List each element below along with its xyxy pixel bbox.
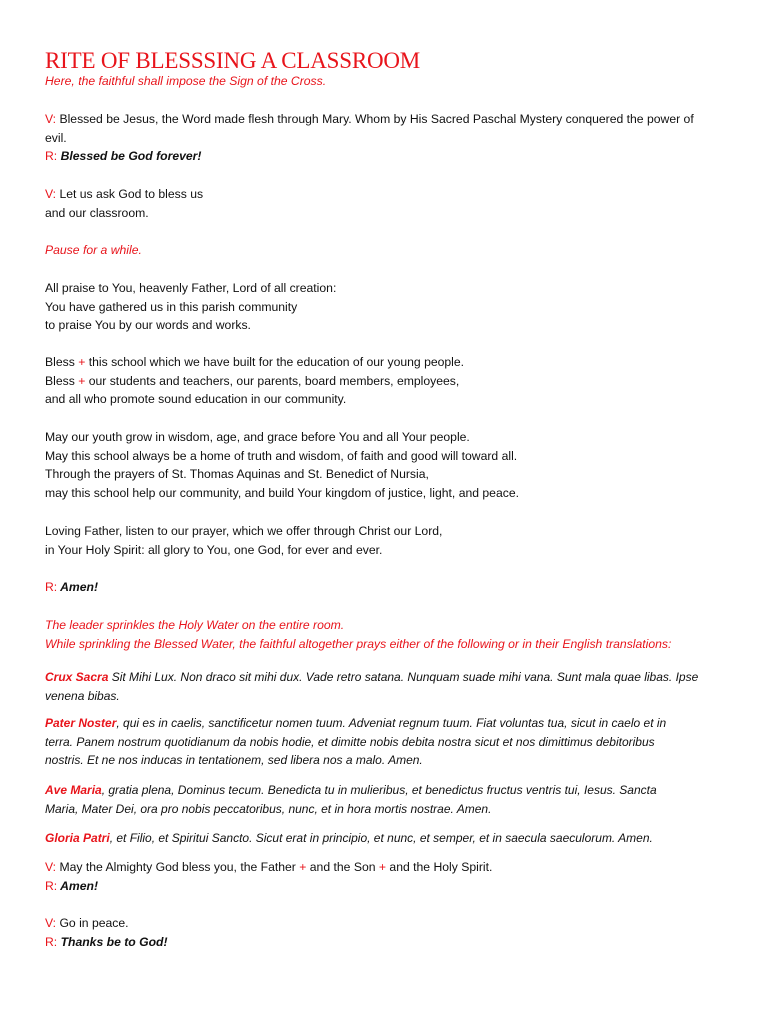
- may-line: May our youth grow in wisdom, age, and grace before You and all Your people.: [45, 430, 470, 444]
- praise-line: to praise You by our words and works.: [45, 318, 251, 332]
- response-4-line: [45, 933, 725, 952]
- cross-mark: +: [378, 860, 387, 874]
- loving-line: Loving Father, listen to our prayer, which we offer through Christ our Lord,: [45, 524, 443, 538]
- praise-line: You have gathered us in this parish community: [45, 299, 298, 314]
- pater-noster-title: Pater Noster: [45, 716, 117, 730]
- dismissal-line: [45, 914, 725, 933]
- loving-line: in Your Holy Spirit: all glory to You, one God, for ever and ever.: [45, 542, 383, 557]
- prayer-ave-maria: [45, 781, 725, 818]
- versicle-1-text: Blessed be Jesus, the Word made flesh through Mary. Whom by His Sacred Paschal Mystery conquered the power of: [56, 112, 694, 126]
- cross-mark: +: [78, 355, 86, 369]
- crux-line-2: venena bibas.: [45, 688, 120, 703]
- may-line: may this school help our community, and build Your kingdom of justice, light, and peace.: [45, 485, 520, 500]
- may-line: Through the prayers of St. Thomas Aquinas and St. Benedict of Nursia,: [45, 467, 429, 481]
- v-label: V:: [45, 860, 57, 874]
- dismissal: [45, 914, 725, 951]
- r-label: R:: [45, 934, 58, 949]
- gloria-text: , et Filio, et Spiritui Sancto. Sicut erat in principio, et nunc, et semper, et in saecula saeculorum. Amen.: [109, 831, 653, 845]
- prayer-gloria-patri: [45, 829, 725, 848]
- rubric-sprinkle-line-2: While sprinkling the Blessed Water, the faithful altogether prays either of the following or in their English translations:: [45, 636, 672, 651]
- bless-text: this school which we have built for the education of our young people.: [85, 355, 465, 369]
- bless-word: Bless: [45, 355, 79, 369]
- response-1-text: Blessed be God forever!: [57, 149, 202, 163]
- may-line: May this school always be a home of truth and wisdom, of faith and good will toward all.: [45, 448, 518, 463]
- response-4-text: Thanks be to God!: [57, 934, 168, 949]
- ave-line-1: [45, 781, 725, 800]
- pater-line-1: [45, 714, 725, 733]
- versicle-1-line-1: [45, 110, 725, 129]
- cross-mark: +: [299, 860, 307, 874]
- final-blessing-text: and the Holy Spirit.: [386, 860, 493, 874]
- response-1: [45, 147, 725, 166]
- r-label: R:: [45, 878, 58, 893]
- response-3-line: [45, 877, 725, 896]
- response-3-text: Amen!: [57, 878, 99, 893]
- rubric-sprinkle-line-1: The leader sprinkles the Holy Water on the entire room.: [45, 618, 345, 632]
- response-2-line: [45, 578, 725, 597]
- response-2-text: Amen!: [57, 580, 99, 594]
- crux-sacra-title: Crux Sacra: [45, 670, 109, 684]
- response-2: [45, 578, 725, 597]
- rubric-sign-of-cross: Here, the faithful shall impose the Sign of the Cross.: [45, 74, 327, 88]
- v-label: V:: [45, 187, 57, 201]
- loving-father-paragraph: [45, 522, 725, 559]
- rubric-sprinkle: [45, 616, 725, 653]
- versicle-2-text: Let us ask God to bless us: [56, 187, 204, 201]
- bless-paragraph: [45, 353, 725, 409]
- page-title: RITE OF BLESSSING A CLASSROOM: [45, 48, 421, 73]
- v-label: V:: [45, 112, 57, 126]
- pater-line-2: terra. Panem nostrum quotidianum da nobis hodie, et dimitte nobis debita nostra sicut et nos dimittimus debitoribus: [45, 734, 655, 749]
- ave-text: , gratia plena, Dominus tecum. Benedicta tu in mulieribus, et benedictus fructus ventris tui, Iesus. Sancta: [101, 783, 657, 797]
- versicle-2-line-1: [45, 185, 725, 204]
- crux-text: Sit Mihi Lux. Non draco sit mihi dux. Vade retro satana. Nunquam suade mihi vana. Sunt mala quae libas. Ipse: [108, 670, 699, 684]
- ave-line-2: Maria, Mater Dei, ora pro nobis peccatoribus, nunc, et in hora mortis nostrae. Amen.: [45, 801, 492, 816]
- versicle-1: [45, 110, 725, 166]
- cross-mark: +: [78, 373, 86, 388]
- praise-paragraph: [45, 279, 725, 335]
- bless-line-3: and all who promote sound education in our community.: [45, 392, 347, 406]
- final-blessing: [45, 858, 725, 895]
- bless-word: Bless: [45, 373, 79, 388]
- crux-line-1: [45, 668, 725, 687]
- prayer-crux-sacra: [45, 668, 725, 705]
- versicle-1-line-2: evil.: [45, 130, 67, 145]
- prayer-pater-noster: [45, 714, 725, 770]
- v-label: V:: [45, 916, 57, 930]
- praise-line: All praise to You, heavenly Father, Lord of all creation:: [45, 281, 337, 295]
- gloria-patri-title: Gloria Patri: [45, 831, 110, 845]
- ave-maria-title: Ave Maria: [45, 783, 102, 797]
- pater-line-3: nostris. Et ne nos inducas in tentationem, sed libera nos a malo. Amen.: [45, 753, 423, 767]
- bless-text: our students and teachers, our parents, board members, employees,: [85, 373, 460, 388]
- dismissal-text: Go in peace.: [56, 916, 129, 930]
- final-blessing-line: [45, 858, 725, 877]
- r-label: R:: [45, 149, 58, 163]
- rubric-pause: Pause for a while.: [45, 243, 142, 257]
- versicle-2: [45, 185, 725, 222]
- final-blessing-text: and the Son: [306, 860, 379, 874]
- bless-line-1: [45, 353, 725, 372]
- r-label: R:: [45, 580, 58, 594]
- pater-text: , qui es in caelis, sanctificetur nomen tuum. Adveniat regnum tuum. Fiat voluntas tua, sicut in caelo et in: [116, 716, 667, 730]
- versicle-2-line-2: and our classroom.: [45, 205, 149, 220]
- may-paragraph: [45, 428, 725, 502]
- final-blessing-text: May the Almighty God bless you, the Father: [56, 860, 300, 874]
- bless-line-2: [45, 372, 725, 391]
- gloria-line-1: [45, 829, 725, 848]
